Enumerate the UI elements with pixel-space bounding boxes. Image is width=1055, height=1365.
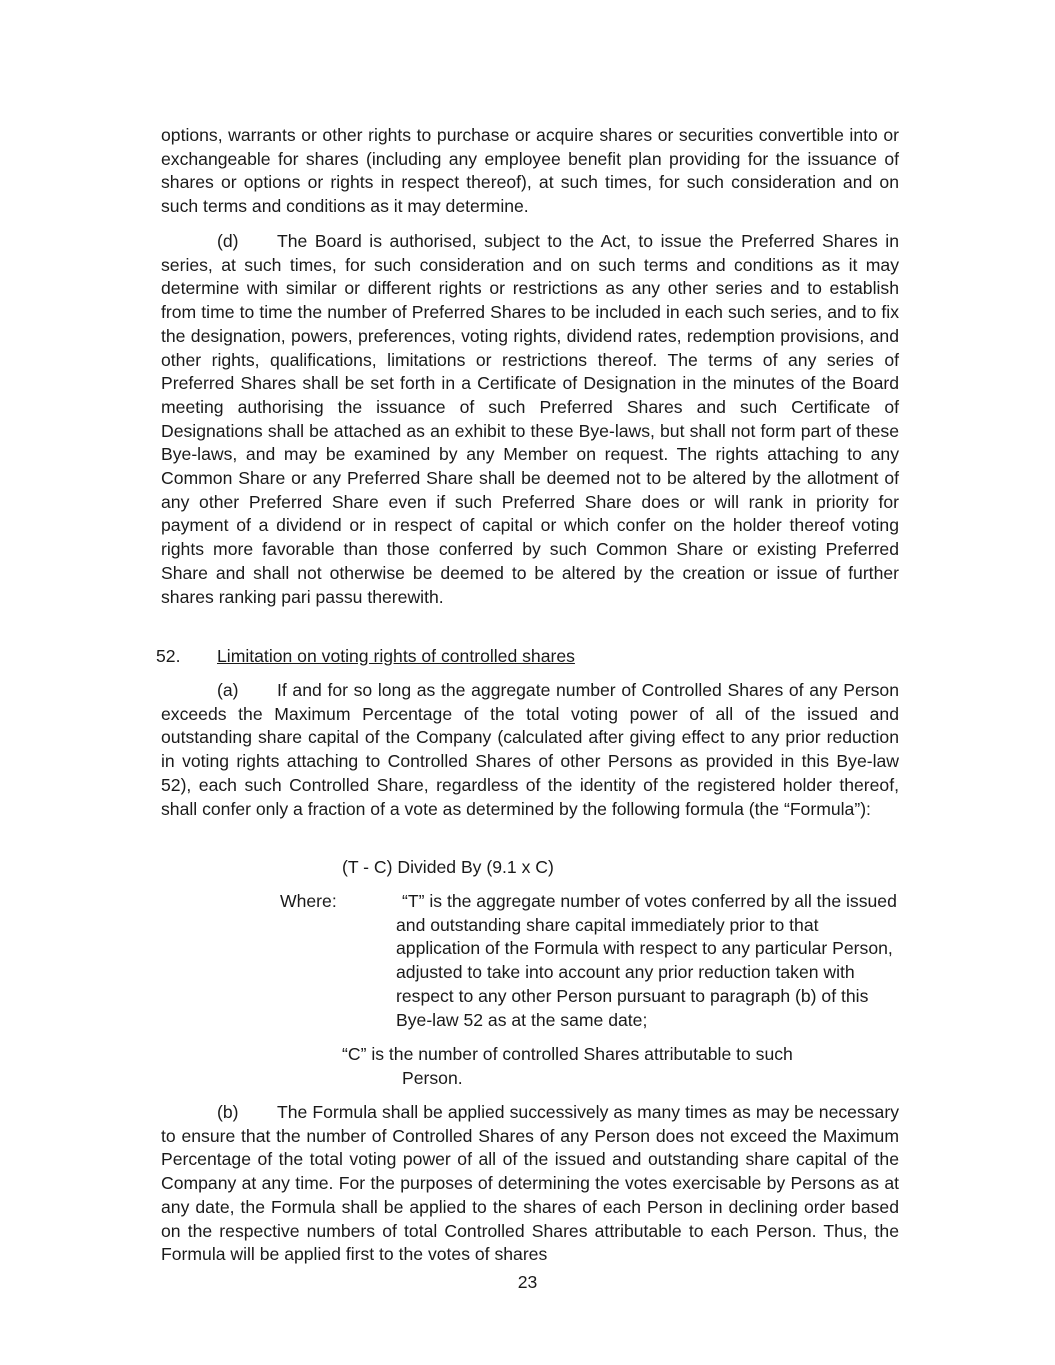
section-heading <box>156 645 575 669</box>
page-number: 23 <box>517 1272 538 1292</box>
definition-t-text: is the aggregate number of votes conferred by all the issued and outstanding share capital immediately prior to that application of the Formula with respect to any particular Person, adjusted to take into account any prior reduction taken with respect to any other Person pursuant to paragraph (b) of this Bye-law 52 as at the same date; <box>396 891 897 1030</box>
paragraph-b <box>161 1101 899 1267</box>
definition-t <box>396 890 906 1032</box>
paragraph-b-label: (b) <box>217 1102 239 1122</box>
definition-c <box>342 1043 862 1090</box>
paragraph-b-text: The Formula shall be applied successively as many times as may be necessary to ensure that the number of Controlled Shares of any Person does not exceed the Maximum Percentage of the total voting power of all of the issued and outstanding share capital of the Company at any time. For the purposes of determining the votes exercisable by Persons as at any date, the Formula shall be applied to the shares of each Person in declining order based on the respective numbers of total Controlled Shares attributable to each Person. Thus, the Formula will be applied first to the votes of shares <box>161 1102 899 1265</box>
definition-c-text: is the number of controlled Shares attributable to such <box>371 1044 793 1064</box>
definition-c-continuation: Person. <box>402 1067 463 1088</box>
paragraph-a <box>161 679 899 821</box>
voting-formula: (T - C) Divided By (9.1 x C) <box>342 857 554 877</box>
paragraph-d-label: (d) <box>217 231 239 251</box>
paragraph-a-label: (a) <box>217 680 239 700</box>
paragraph-d <box>161 230 899 609</box>
definition-t-symbol: “T” <box>402 891 425 911</box>
section-number: 52. <box>156 646 181 666</box>
paragraph-a-text: If and for so long as the aggregate number of Controlled Shares of any Person exceeds the Maximum Percentage of the total voting power of all of the issued and outstanding share capital of the Company (calculated after giving effect to any prior reduction in voting rights attaching to Controlled Shares of other Persons as provided in this Bye-law 52), each such Controlled Share, regardless of the identity of the registered holder thereof, shall confer only a fraction of a vote as determined by the following formula (the “Formula”): <box>161 680 899 819</box>
continuation-paragraph: options, warrants or other rights to purchase or acquire shares or securities convertible into or exchangeable for shares (including any employee benefit plan providing for the issuance of shares or options or rights in respect thereof), at such times, for such consideration and on such terms and conditions as it may determine. <box>161 125 899 217</box>
where-label: Where: <box>280 891 337 911</box>
paragraph-d-text: The Board is authorised, subject to the Act, to issue the Preferred Shares in series, at such times, for such consideration and on such terms and conditions as it may determine with similar or different rights or restrictions as any other series and to establish from time to time the number of Preferred Shares to be included in each such series, and to fix the designation, powers, preferences, voting rights, dividend rates, redemption provisions, and other rights, qualifications, limitations or restrictions thereof. The terms of any series of Preferred Shares shall be set forth in a Certificate of Designation in the minutes of the Board meeting authorising the issuance of such Preferred Shares and such Certificate of Designations shall be attached as an exhibit to these Bye-laws, but shall not form part of these Bye-laws, and may be examined by any Member on request. The rights attaching to any Common Share or any Preferred Share shall be deemed not to be altered by the allotment of any other Preferred Share even if such Preferred Share does or will rank in priority for payment of a dividend or in respect of capital or which confer on the holder thereof voting rights more favorable than those conferred by such Common Share or existing Preferred Share and shall not otherwise be deemed to be altered by the creation or issue of further shares ranking pari passu therewith. <box>161 231 899 607</box>
definition-c-symbol: “C” <box>342 1044 367 1064</box>
section-title: Limitation on voting rights of controlled shares <box>217 646 575 666</box>
